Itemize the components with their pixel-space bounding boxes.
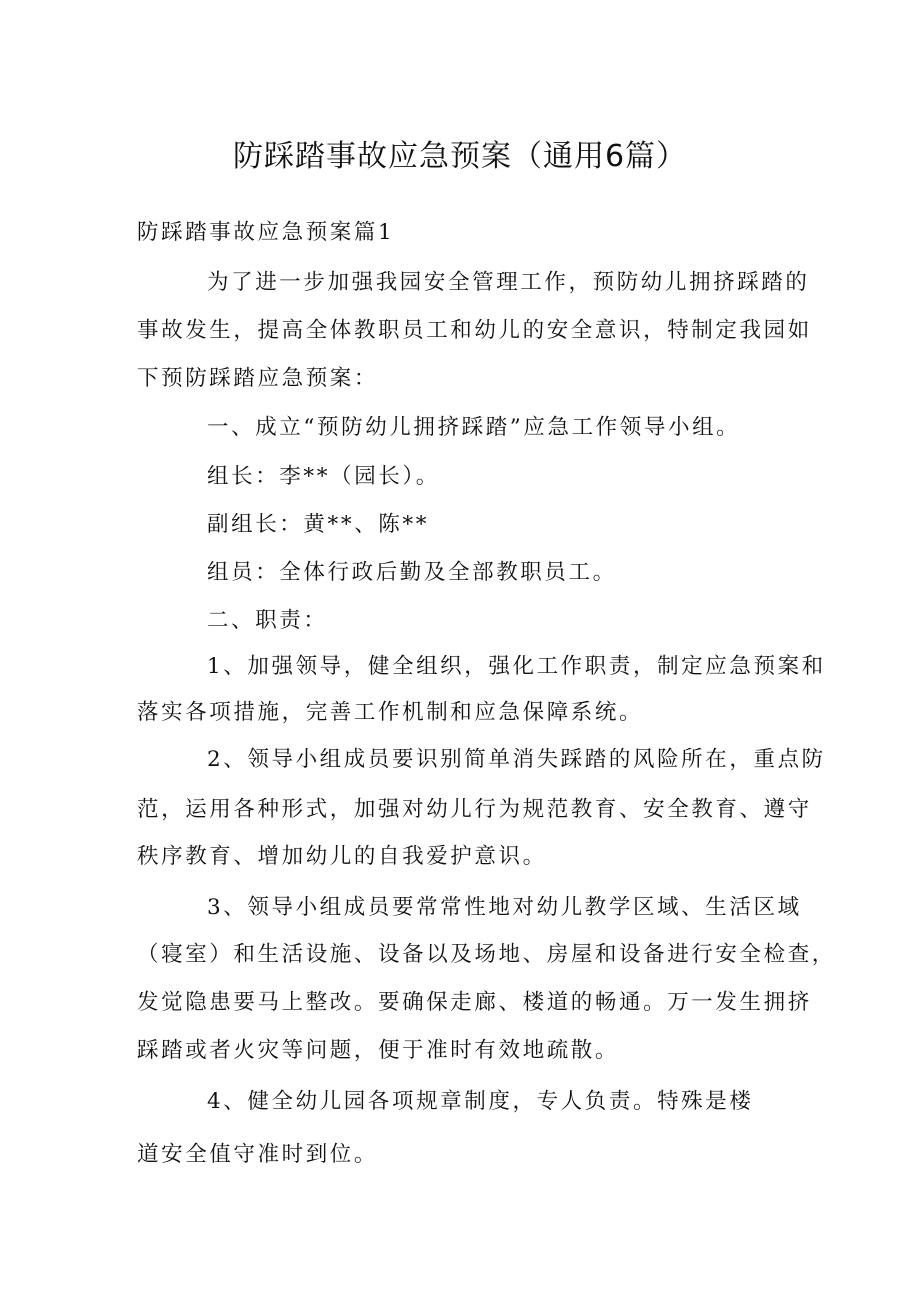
paragraph-line: 3、领导小组成员要常常性地对幼儿教学区域、生活区域 [207,895,802,920]
paragraph-line: 副组长：黄**、陈** [207,512,430,537]
paragraph-line: 二、职责： [207,608,328,633]
paragraph-line: 落实各项措施，完善工作机制和应急保障系统。 [137,700,644,725]
paragraph-line: 秩序教育、增加幼儿的自我爱护意识。 [137,844,547,869]
paragraph-line: 下预防踩踏应急预案： [137,366,379,391]
document-title: 防踩踏事故应急预案（通用6篇） [232,139,688,174]
paragraph-line: 组员：全体行政后勤及全部教职员工。 [207,560,617,585]
paragraph-line: 为了进一步加强我园安全管理工作，预防幼儿拥挤踩踏的 [207,270,810,295]
paragraph-line: 组长：李**（园长）。 [207,464,440,489]
paragraph-line: 范，运用各种形式，加强对幼儿行为规范教育、安全教育、遵守 [137,797,812,822]
paragraph-line: 道安全值守准时到位。 [137,1142,379,1167]
section-heading: 防踩踏事故应急预案篇1 [137,220,395,245]
paragraph-line: 4、健全幼儿园各项规章制度，专人负责。特殊是楼 [207,1089,754,1114]
paragraph-line: 发觉隐患要马上整改。要确保走廊、楼道的畅通。万一发生拥挤 [137,990,812,1015]
paragraph-line: 1、加强领导，健全组织，强化工作职责，制定应急预案和 [207,654,826,679]
paragraph-line: 一、成立“预防幼儿拥挤踩踏”应急工作领导小组。 [207,415,741,440]
paragraph-line: 踩踏或者火灾等问题，便于准时有效地疏散。 [137,1038,620,1063]
paragraph-line: 2、领导小组成员要识别简单消失踩踏的风险所在，重点防 [207,747,826,772]
paragraph-line: 事故发生，提高全体教职员工和幼儿的安全意识，特制定我园如 [137,318,812,343]
paragraph-line: （寝室）和生活设施、设备以及场地、房屋和设备进行安全检查， [137,942,836,967]
